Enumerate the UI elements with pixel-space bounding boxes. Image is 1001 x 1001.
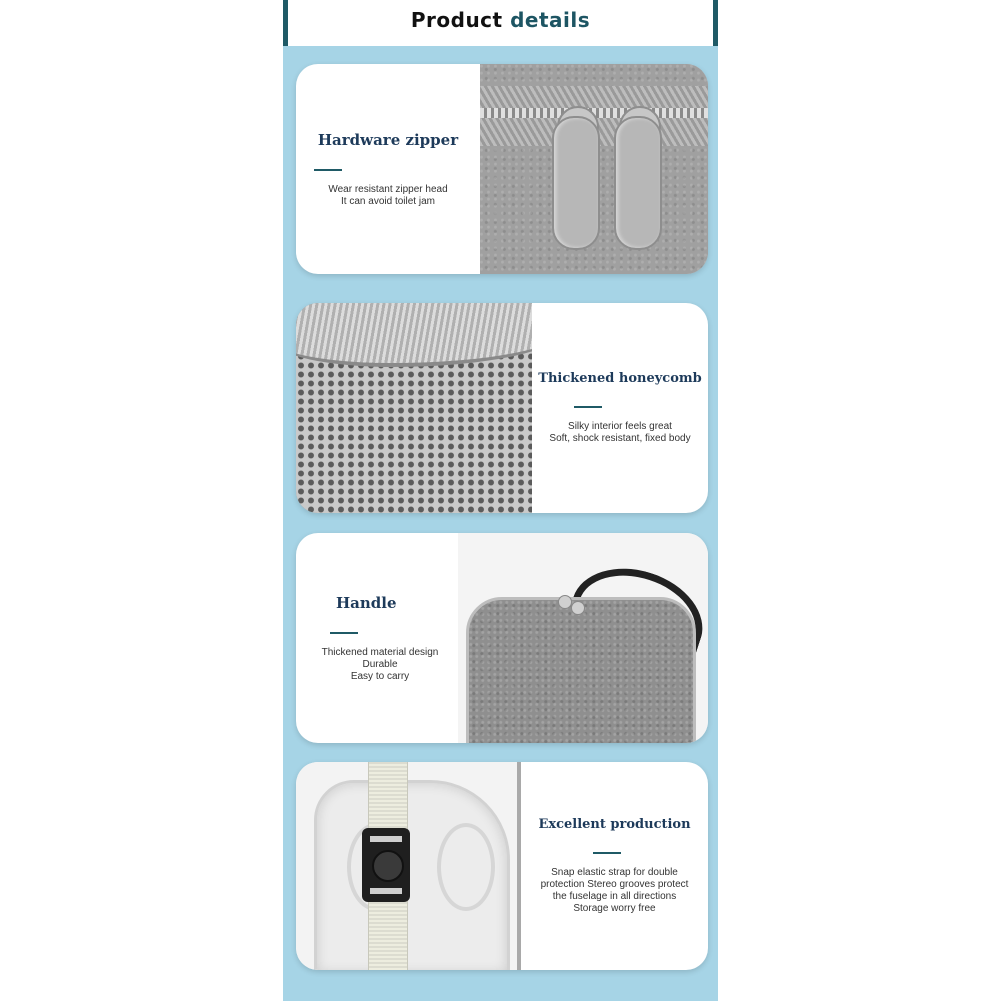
feature-card-hardware-zipper — [296, 64, 708, 274]
stereo-groove — [437, 823, 495, 911]
buckle-button — [372, 850, 404, 882]
handle-photo — [458, 533, 708, 743]
feature-text — [296, 64, 480, 274]
feature-text — [521, 762, 708, 970]
page-title-word-2: details — [510, 8, 591, 32]
feature-card-thickened-honeycomb — [296, 303, 708, 513]
header-accent-right — [713, 0, 718, 46]
header-banner — [283, 0, 718, 46]
honeycomb-mesh — [296, 343, 532, 513]
feature-line: It can avoid toilet jam — [341, 195, 435, 207]
feature-divider — [330, 632, 358, 634]
buckle-slot — [370, 836, 402, 842]
honeycomb-photo — [296, 303, 532, 513]
feature-line: Snap elastic strap for double — [551, 867, 678, 878]
feature-card-handle — [296, 533, 708, 743]
feature-divider — [593, 852, 621, 854]
feature-line: Durable — [362, 658, 398, 670]
feature-line: Storage worry free — [573, 903, 656, 914]
interior-photo — [296, 762, 521, 970]
snap-buckle — [362, 828, 410, 902]
feature-title: Excellent production — [538, 817, 691, 832]
feature-line: Soft, shock resistant, fixed body — [549, 433, 691, 444]
feature-line: the fuselage in all directions — [552, 891, 677, 902]
zipper-pull — [614, 116, 662, 250]
zipper-photo — [480, 64, 708, 274]
feature-divider — [314, 169, 342, 171]
felt-case — [466, 597, 696, 743]
feature-line: Easy to carry — [350, 670, 410, 682]
page-title-word-1: Product — [410, 8, 503, 32]
zipper-pull — [552, 116, 600, 250]
feature-line: Silky interior feels great — [568, 421, 672, 432]
feature-line: Thickened material design — [321, 646, 439, 658]
feature-line: Wear resistant zipper head — [328, 183, 448, 195]
interior-tray — [314, 780, 510, 970]
strap-anchor — [558, 595, 572, 609]
feature-text — [296, 533, 464, 743]
page-title — [283, 8, 718, 32]
feature-divider — [574, 406, 602, 408]
case-seam — [296, 303, 532, 367]
feature-card-excellent-production — [296, 762, 708, 970]
feature-title: Hardware zipper — [317, 130, 459, 149]
feature-text — [532, 303, 708, 513]
buckle-slot — [370, 888, 402, 894]
feature-line: protection Stereo grooves protect — [540, 879, 689, 890]
feature-title: Thickened honeycomb — [538, 371, 702, 386]
feature-title: Handle — [336, 593, 397, 612]
strap-anchor — [571, 601, 585, 615]
